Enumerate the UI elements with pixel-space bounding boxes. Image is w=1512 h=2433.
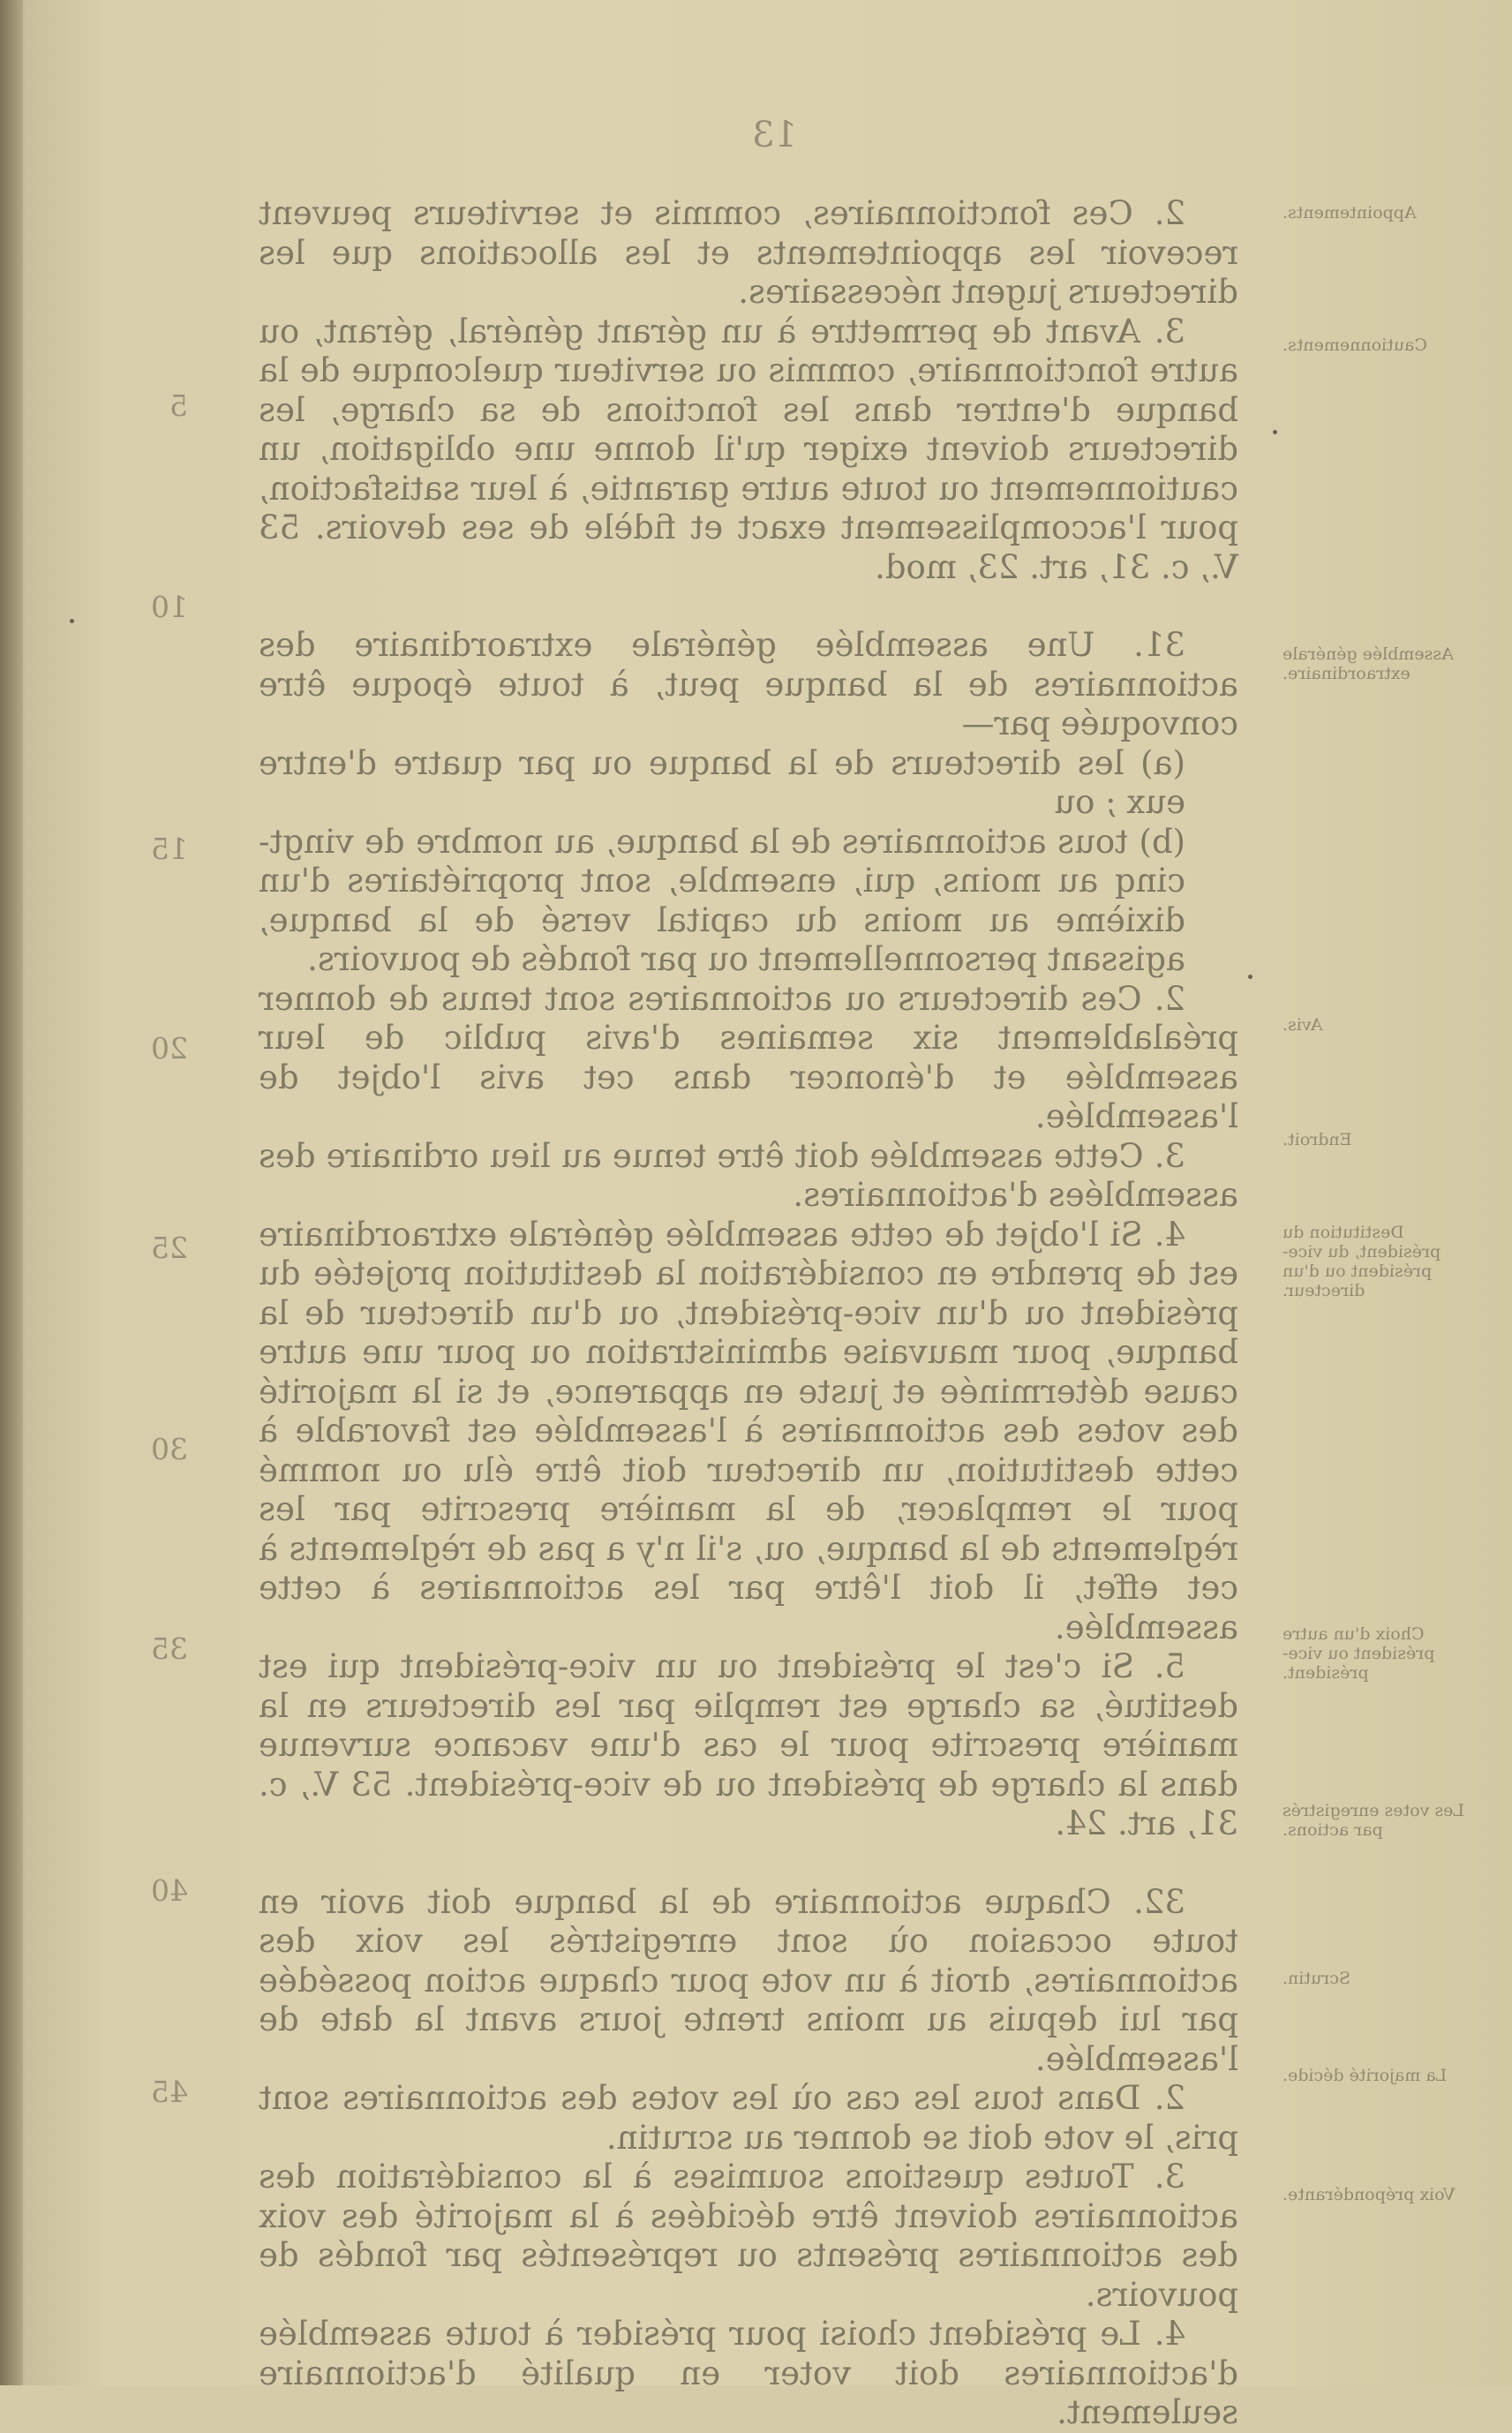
- margin-note: Cautionnements.: [1283, 335, 1427, 355]
- line-number: 10: [151, 590, 188, 624]
- margin-note: Les votes enregistrés par actions.: [1283, 1801, 1465, 1840]
- page-number: 13: [752, 115, 797, 155]
- body-text: [259, 194, 1238, 2433]
- margin-note: Avis.: [1283, 1015, 1323, 1035]
- line-number: 25: [151, 1231, 188, 1265]
- paragraph-item-b: (b) tous actionnaires de la banque, au nombre de vingt-cinq au moins, qui, ensemble, sont propriétaires d'un dixième au moins du capital versé de la banque, agissant personnellement ou par fondés de pouvoirs.: [259, 822, 1185, 978]
- paragraph-majorite: 3. Toutes questions soumises à la considération des actionnaires doivent être décidées à la majorité des voix des actionnaires présents ou représentés par fondés de pouvoirs.: [259, 2158, 1238, 2314]
- paragraph-endroit: 3. Cette assemblée doit être tenue au lieu ordinaire des assemblées d'actionnaires.: [259, 1136, 1238, 1214]
- paragraph-votes: 32. Chaque actionnaire de la banque doit avoir en toute occasion où sont enregistrés les voix des actionnaires, droit à un vote pour chaque action possédée par lui depuis au moins trente jours avant la date de l'assemblée.: [259, 1882, 1238, 2078]
- paragraph-item-a: (a) les directeurs de la banque ou par quatre d'entre eux ; ou: [259, 743, 1185, 821]
- ink-speck: [70, 619, 74, 623]
- paragraph-appointements: 2. Ces fonctionnaires, commis et serviteurs peuvent recevoir les appointements et les allocations que les directeurs jugent nécessaires.: [259, 194, 1238, 311]
- paragraph-destitution: 4. Si l'objet de cette assemblée générale extraordinaire est de prendre en considération la destitution projetée du président ou d'un vice-président, ou d'un directeur de la banque, pour mauvaise administration ou pour une autre cause déterminée et juste en apparence, et si la majorité des votes des actionnaires à l'assemblée est favorable à cette destitution, un directeur doit être élu ou nommé pour le remplacer, de la manière prescrite par les règlements de la banque, ou, s'il n'y a pas de règlements à cet effet, il doit l'être par les actionnaires à cette assemblée.: [259, 1215, 1238, 1646]
- line-number: 20: [151, 1031, 188, 1066]
- paragraph-assemblee-extraordinaire: 31. Une assemblée générale extraordinaire des actionnaires de la banque peut, à toute époque être convoquée par—: [259, 626, 1238, 742]
- margin-note: Destitution du président, du vice-président ou d'un directeur.: [1283, 1223, 1441, 1300]
- line-number: 30: [151, 1432, 188, 1466]
- paragraph-voix-preponderante: 4. Le président choisi pour présider à toute assemblée d'actionnaires doit voter en qualité d'actionnaire seulement.: [259, 2315, 1238, 2431]
- paragraph-cautionnements: 3. Avant de permettre à un gérant général, gérant, ou autre fonctionnaire, commis ou serviteur quelconque de la banque d'entrer dans les fonctions de sa charge, les directeurs doivent exiger qu'il donne une obligation, un cautionnement ou toute autre garantie, à leur satisfaction, pour l'accomplissement exact et fidèle de ses devoirs. 53 V., c. 31, art. 23, mod.: [259, 312, 1238, 586]
- margin-note: Assemblée générale extraordinaire.: [1283, 644, 1454, 683]
- margin-note: Appointements.: [1283, 203, 1417, 222]
- paragraph-avis: 2. Ces directeurs ou actionnaires sont tenus de donner préalablement six semaines d'avis public de leur assemblée et d'énoncer dans cet avis l'objet de l'assemblée.: [259, 979, 1238, 1135]
- margin-note: Endroit.: [1283, 1130, 1352, 1149]
- paragraph-scrutin: 2. Dans tous les cas où les votes des actionnaires sont pris, le vote doit se donner au scrutin.: [259, 2079, 1238, 2157]
- line-number: 15: [151, 832, 188, 866]
- margin-note: La majorité décide.: [1283, 2066, 1448, 2085]
- line-number: 40: [151, 1873, 188, 1908]
- line-number: 5: [169, 388, 188, 423]
- line-number: 45: [151, 2075, 188, 2109]
- line-number: 35: [151, 1631, 188, 1666]
- margin-note: Choix d'un autre président ou vice-président.: [1283, 1624, 1435, 1683]
- ink-speck: [1248, 975, 1252, 979]
- ink-speck: [1273, 430, 1277, 434]
- margin-note: Scrutin.: [1283, 1969, 1350, 1988]
- paragraph-choix-president: 5. Si c'est le président ou un vice-président qui est destitué, sa charge est remplie par les directeurs en la manière prescrite pour le cas d'une vacance survenue dans la charge de président ou de vice-président. 53 V., c. 31, art. 24.: [259, 1647, 1238, 1842]
- margin-note: Voix prépondérante.: [1283, 2185, 1456, 2204]
